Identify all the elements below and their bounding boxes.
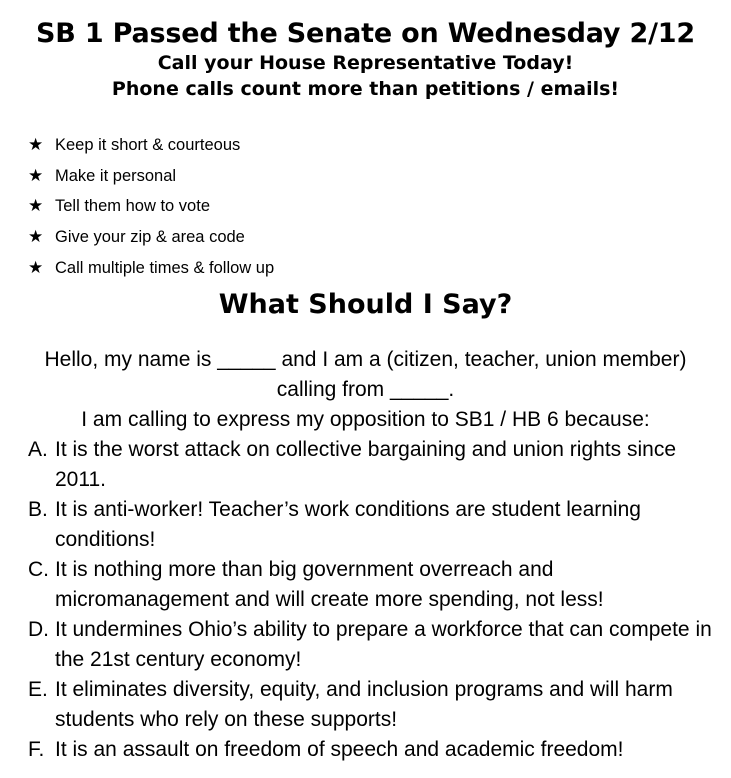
reasons-list bbox=[0, 435, 731, 765]
tip-item bbox=[28, 130, 274, 161]
tip-item bbox=[28, 222, 274, 253]
tip-item bbox=[28, 161, 274, 192]
star-icon: ★ bbox=[28, 227, 44, 248]
tip-text: Make it personal bbox=[55, 166, 177, 185]
reason-item bbox=[28, 675, 731, 735]
reason-text: It eliminates diversity, equity, and inclusion programs and will harm students who rely on these supports! bbox=[55, 678, 673, 731]
tip-item bbox=[28, 191, 274, 222]
reason-letter: A. bbox=[28, 438, 48, 461]
reason-text: It is nothing more than big government overreach and micromanagement and will create more spending, not less! bbox=[55, 558, 604, 611]
reason-text: It is an assault on freedom of speech and academic freedom! bbox=[55, 738, 624, 761]
tip-text: Call multiple times & follow up bbox=[55, 258, 275, 277]
tip-item bbox=[28, 253, 274, 284]
tip-text: Keep it short & courteous bbox=[55, 136, 241, 154]
reason-text: It is the worst attack on collective bargaining and union rights since 2011. bbox=[55, 438, 677, 491]
tips-list bbox=[28, 130, 274, 283]
star-icon: ★ bbox=[28, 165, 44, 186]
tip-text: Tell them how to vote bbox=[55, 197, 210, 216]
reason-text: It is anti-worker! Teacher’s work conditions are student learning conditions! bbox=[55, 498, 641, 551]
reason-item bbox=[28, 555, 731, 615]
reason-item bbox=[28, 735, 731, 765]
reason-item bbox=[28, 615, 731, 675]
reason-letter: D. bbox=[28, 618, 49, 641]
reason-item bbox=[28, 435, 731, 495]
reason-text: It undermines Ohio’s ability to prepare a workforce that can compete in the 21st century economy! bbox=[55, 618, 712, 671]
reason-letter: B. bbox=[28, 498, 48, 521]
script-intro-line: calling from _____. bbox=[276, 378, 455, 401]
reason-letter: C. bbox=[28, 558, 49, 581]
section-title: What Should I Say? bbox=[218, 289, 513, 320]
flyer-title: SB 1 Passed the Senate on Wednesday 2/12 bbox=[36, 18, 695, 49]
star-icon: ★ bbox=[28, 257, 44, 278]
script-intro-line: Hello, my name is _____ and I am a (citizen, teacher, union member) bbox=[44, 348, 687, 371]
phone-calls-subtitle: Phone calls count more than petitions / emails! bbox=[111, 78, 620, 100]
script-intro-line: I am calling to express my opposition to SB1 / HB 6 because: bbox=[81, 408, 650, 431]
call-to-action-subtitle: Call your House Representative Today! bbox=[157, 52, 574, 74]
call-script bbox=[0, 345, 731, 765]
tip-text: Give your zip & area code bbox=[55, 228, 245, 247]
reason-letter: F. bbox=[28, 738, 45, 761]
star-icon: ★ bbox=[28, 135, 44, 155]
reason-item bbox=[28, 495, 731, 555]
star-icon: ★ bbox=[28, 196, 44, 217]
reason-letter: E. bbox=[28, 678, 48, 701]
